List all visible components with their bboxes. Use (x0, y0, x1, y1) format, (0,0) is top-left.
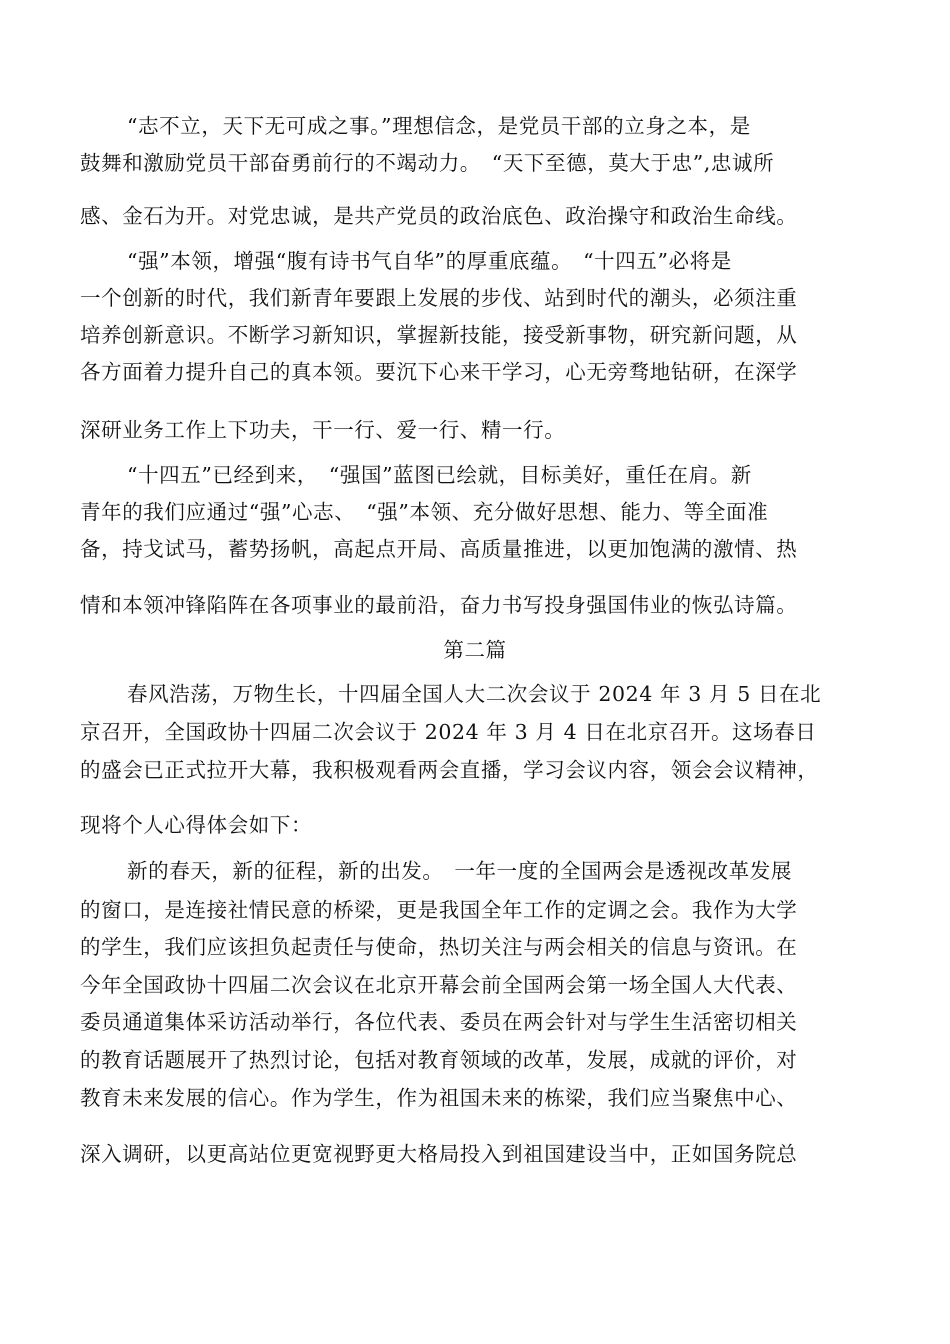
paragraph-line: 培养创新意识。不断学习新知识，掌握新技能，接受新事物，研究新问题，从 (80, 323, 798, 347)
section-heading: 第二篇 (443, 638, 507, 662)
paragraph-line: “志不立，天下无可成之事。”理想信念，是党员干部的立身之本，是 (127, 114, 751, 138)
paragraph-line: 深研业务工作上下功夫，干一行、爱一行、精一行。 (80, 418, 566, 442)
paragraph-line: 春风浩荡，万物生长，十四届全国人大二次会议于 2024 年 3 月 5 日在北 (127, 682, 822, 706)
paragraph-line: 教育未来发展的信心。作为学生，作为祖国未来的栋梁，我们应当聚焦中心、 (80, 1086, 798, 1110)
paragraph-line: 的窗口，是连接社情民意的桥梁，更是我国全年工作的定调之会。我作为大学 (80, 898, 798, 922)
paragraph-line: 感、金石为开。对党忠诚，是共产党员的政治底色、政治操守和政治生命线。 (80, 204, 798, 228)
paragraph-line: 现将个人心得体会如下： (80, 813, 313, 837)
paragraph-line: 备，持戈试马，蓄势扬帆，高起点开局、高质量推进，以更加饱满的激情、热 (80, 537, 798, 561)
paragraph-line: 的学生，我们应该担负起责任与使命，热切关注与两会相关的信息与资讯。在 (80, 935, 798, 959)
paragraph-line: 今年全国政协十四届二次会议在北京开幕会前全国两会第一场全国人大代表、 (80, 973, 798, 997)
paragraph-line: 新的春天，新的征程，新的出发。 一年一度的全国两会是透视改革发展 (127, 859, 792, 883)
paragraph-line: “十四五”已经到来， “强国”蓝图已绘就，目标美好，重任在肩。新 (127, 463, 752, 487)
paragraph-line: “强”本领，增强“腹有诗书气自华”的厚重底蕴。 “十四五”必将是 (127, 249, 732, 273)
paragraph-line: 京召开，全国政协十四届二次会议于 2024 年 3 月 4 日在北京召开。这场春日 (80, 720, 817, 744)
paragraph-line: 的教育话题展开了热烈讨论，包括对教育领域的改革，发展，成就的评价，对 (80, 1048, 798, 1072)
paragraph-line: 青年的我们应通过“强”心志、 “强”本领、充分做好思想、能力、等全面准 (80, 500, 769, 524)
paragraph-line: 各方面着力提升自己的真本领。要沉下心来干学习，心无旁骛地钻研，在深学 (80, 360, 798, 384)
paragraph-line: 一个创新的时代，我们新青年要跟上发展的步伐、站到时代的潮头，必须注重 (80, 286, 798, 310)
paragraph-line: 情和本领冲锋陷阵在各项事业的最前沿，奋力书写投身强国伟业的恢弘诗篇。 (80, 593, 798, 617)
paragraph-line: 的盛会已正式拉开大幕，我积极观看两会直播，学习会议内容，领会会议精神， (80, 758, 819, 782)
paragraph-line: 深入调研，以更高站位更宽视野更大格局投入到祖国建设当中，正如国务院总 (80, 1142, 798, 1166)
paragraph-line: 委员通道集体采访活动举行，各位代表、委员在两会针对与学生生活密切相关 (80, 1010, 798, 1034)
paragraph-line: 鼓舞和激励党员干部奋勇前行的不竭动力。 “天下至德，莫大于忠”,忠诚所 (80, 151, 775, 175)
